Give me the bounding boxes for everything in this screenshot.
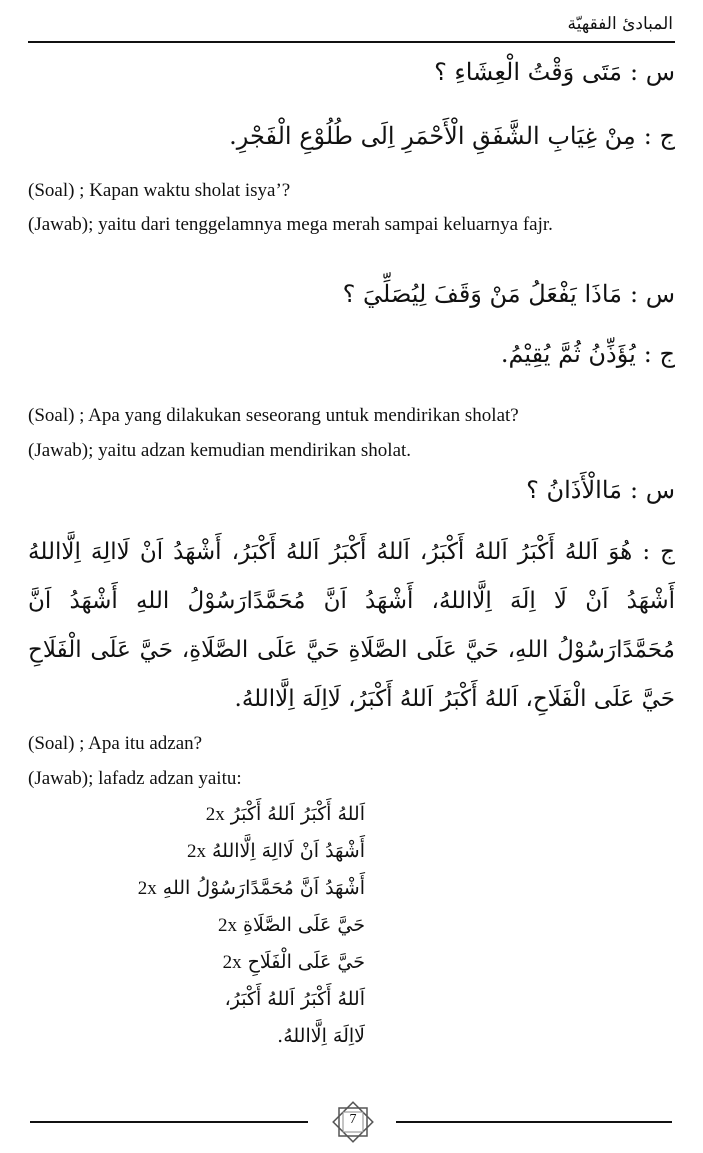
- jawab-2: (Jawab); yaitu adzan kemudian mendirikan sholat.: [28, 440, 412, 461]
- question-prefix-3: س :: [629, 476, 675, 504]
- answer-prefix-3: ج :: [642, 539, 675, 565]
- jawab-3: (Jawab); lafadz adzan yaitu:: [28, 768, 242, 789]
- footer-rule-left: [30, 1121, 308, 1123]
- question-text-2: مَاذَا يَفْعَلُ مَنْ وَقَفَ لِيُصَلِّيَ ؟: [342, 280, 622, 308]
- soal-2: (Soal) ; Apa yang dilakukan seseorang untuk mendirikan sholat?: [28, 405, 519, 426]
- answer-text-1: مِنْ غِيَابِ الشَّفَقِ الْأَحْمَرِ اِلَى طُلُوْعِ الْفَجْرِ.: [229, 122, 636, 150]
- lafadz-line: اَللهُ أَكْبَرُ اَللهُ أَكْبَرُ،: [224, 988, 365, 1010]
- question-arabic-1: [434, 58, 675, 86]
- answer-text-2: يُؤَذِّنُ ثُمَّ يُقِيْمُ.: [500, 340, 636, 368]
- question-prefix-1: س :: [629, 58, 675, 86]
- question-prefix-2: س :: [629, 280, 675, 308]
- lafadz-line: أَشْهَدُ اَنْ لَاالِهَ اِلَّااللهُ2x: [186, 840, 365, 862]
- repeat-count: 2x: [205, 804, 225, 825]
- repeat-count: 2x: [222, 952, 242, 973]
- footer-rule-right: [396, 1121, 672, 1123]
- page-number: 7: [349, 1112, 357, 1127]
- repeat-count: 2x: [186, 841, 206, 862]
- soal-3: (Soal) ; Apa itu adzan?: [28, 733, 203, 754]
- lafadz-line: لَااِلَهَ اِلَّااللهُ.: [277, 1025, 365, 1047]
- jawab-1: (Jawab); yaitu dari tenggelamnya mega merah sampai keluarnya fajr.: [28, 214, 553, 235]
- running-header-title: المبادئ الفقهيّة: [567, 14, 673, 34]
- answer-text-3: هُوَ اَللهُ أَكْبَرُ اَللهُ أَكْبَرُ، اَللهُ أَكْبَرُ اَللهُ أَكْبَرُ، أَشْهَدُ اَنْ لَاالِهَ اِلَّااللهُ أَشْهَدُ اَنْ لَا اِلَهَ اِلَّااللهُ، أَشْهَدُ اَنَّ مُحَمَّدًارَسُوْلُ اللهِ أَشْهَدُ اَنَّ مُحَمَّدًارَسُوْلُ اللهِ، حَيَّ عَلَى الصَّلَاةِ حَيَّ عَلَى الصَّلَاةِ، حَيَّ عَلَى الْفَلَاحِ حَيَّ عَلَى الْفَلَاحِ، اَللهُ أَكْبَرُ اَللهُ أَكْبَرُ، لَااِلَهَ اِلَّااللهُ.: [28, 539, 675, 712]
- answer-arabic-2: [501, 340, 675, 368]
- answer-prefix-2: ج :: [643, 340, 675, 368]
- lafadz-line: أَشْهَدُ اَنَّ مُحَمَّدًارَسُوْلُ اللهِ2x: [137, 877, 365, 899]
- question-arabic-3: [526, 476, 675, 504]
- lafadz-line: اَللهُ أَكْبَرُ اَللهُ أَكْبَرُ2x: [205, 803, 365, 825]
- answer-prefix-1: ج :: [643, 122, 675, 150]
- question-text-1: مَتَى وَقْتُ الْعِشَاءِ ؟: [434, 58, 622, 86]
- header-rule: [28, 41, 675, 43]
- answer-arabic-1: [229, 122, 675, 150]
- answer-arabic-3: [28, 528, 675, 724]
- question-arabic-2: [343, 280, 675, 308]
- lafadz-line: حَيَّ عَلَى الصَّلَاةِ2x: [218, 914, 365, 936]
- question-text-3: مَاالْأَذَانُ ؟: [526, 476, 622, 504]
- repeat-count: 2x: [218, 915, 238, 936]
- repeat-count: 2x: [137, 878, 157, 899]
- soal-1: (Soal) ; Kapan waktu sholat isya’?: [28, 180, 291, 201]
- lafadz-line: حَيَّ عَلَى الْفَلَاحِ2x: [222, 951, 365, 973]
